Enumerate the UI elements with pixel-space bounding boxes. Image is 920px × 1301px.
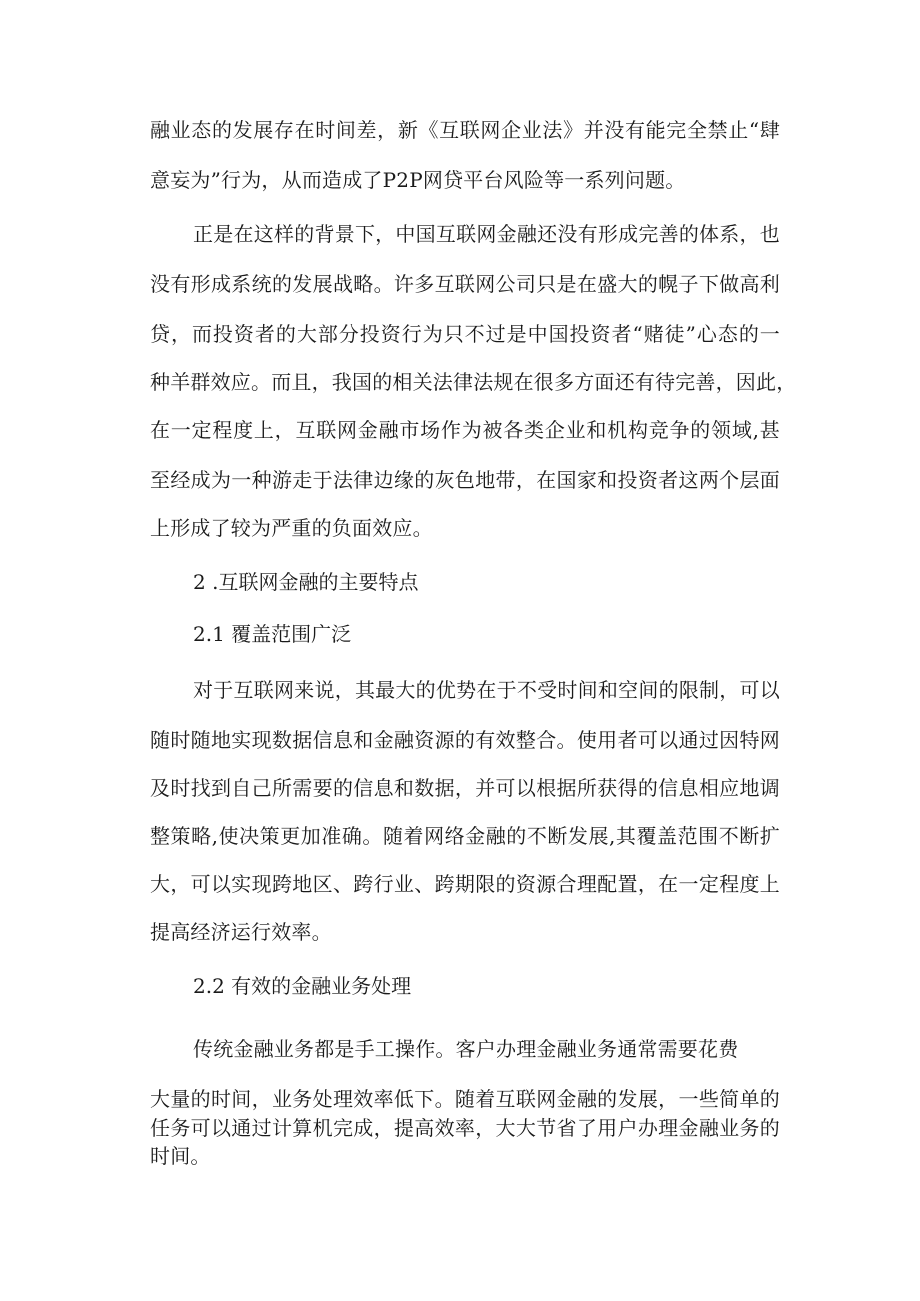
text-line: 贷，而投资者的大部分投资行为只不过是中国投资者“赌徒”心态的一 (150, 322, 780, 346)
text-line: 至经成为一种游走于法律边缘的灰色地带，在国家和投资者这两个层面 (150, 468, 780, 492)
text-line: 在一定程度上，互联网金融市场作为被各类企业和机构竞争的领域,甚 (150, 418, 780, 442)
text-line: 上形成了较为严重的负面效应。 (150, 516, 433, 540)
text-line: 时间。 (150, 1144, 211, 1168)
text-line: 大，可以实现跨地区、跨行业、跨期限的资源合理配置，在一定程度上 (150, 872, 780, 896)
text-line: 没有形成系统的发展战略。许多互联网公司只是在盛大的幌子下做高利 (150, 272, 780, 296)
text-line: 种羊群效应。而且，我国的相关法律法规在很多方面还有待完善，因此， (150, 370, 797, 394)
text-line: 正是在这样的背景下，中国互联网金融还没有形成完善的体系，也 (193, 222, 780, 246)
subsection-heading: 2.1 覆盖范围广泛 (193, 622, 352, 646)
text-line: 任务可以通过计算机完成，提高效率，大大节省了用户办理金融业务的 (150, 1116, 780, 1140)
text-line: 及时找到自己所需要的信息和数据，并可以根据所获得的信息相应地调 (150, 776, 780, 800)
text-line: 对于互联网来说，其最大的优势在于不受时间和空间的限制，可以 (193, 678, 780, 702)
text-line: 随时随地实现数据信息和金融资源的有效整合。使用者可以通过因特网 (150, 728, 780, 752)
subsection-heading: 2.2 有效的金融业务处理 (193, 974, 412, 998)
text-line: 提高经济运行效率。 (150, 920, 332, 944)
text-line: 意妄为”行为，从而造成了P2P网贷平台风险等一系列问题。 (150, 168, 686, 192)
text-line: 大量的时间，业务处理效率低下。随着互联网金融的发展，一些简单的 (150, 1087, 780, 1111)
text-line: 传统金融业务都是手工操作。客户办理金融业务通常需要花费 (193, 1037, 739, 1061)
section-heading: 2 .互联网金融的主要特点 (193, 570, 419, 594)
text-line: 融业态的发展存在时间差，新《互联网企业法》并没有能完全禁止“肆 (150, 118, 780, 142)
text-line: 整策略,使决策更加准确。随着网络金融的不断发展,其覆盖范围不断扩 (150, 824, 780, 848)
